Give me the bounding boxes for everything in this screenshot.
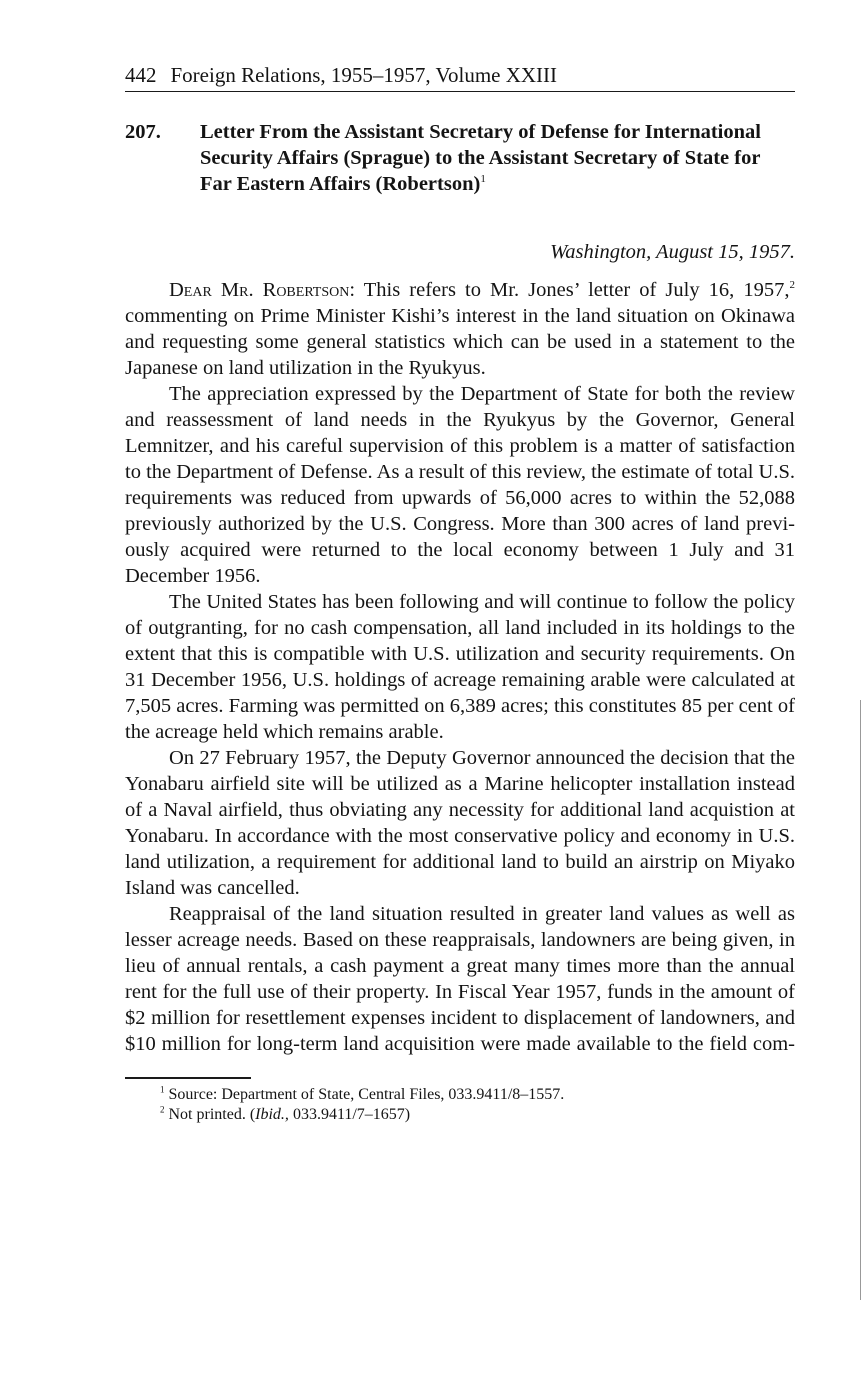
footnote-2-text-b: 033.9411/7–1657) [288, 1106, 411, 1123]
paragraph-1-text-a: This refers to Mr. Jones’ letter of July 16, 1957, [355, 279, 790, 301]
page-number: 442 [125, 63, 157, 87]
document-title-text: Letter From the Assistant Secretary of Defense for International Security Affairs (Sprague) to the Assistant Secretary of State for Far Eastern Affairs (Robertson) [200, 121, 761, 195]
paragraph-4: On 27 February 1957, the Deputy Governor announced the decision that the Yonabaru airfield site will be utilized as a Marine helicopter installation instead of a Naval airfield, thus obviating any necessity for additional land acquistion at Yonabaru. In accordance with the most conservative policy and economy in U.S. land utilization, a requirement for additional land to build an airstrip on Miyako Island was cancelled. [125, 747, 795, 899]
letter-body [125, 277, 795, 1057]
volume-title: Foreign Relations, 1955–1957, Volume XXIII [170, 63, 558, 87]
footnote-1-marker: 1 [160, 1084, 165, 1095]
footnote-1 [160, 1085, 795, 1105]
paragraph-2: The appreciation expressed by the Department of State for both the review and reassessment of land needs in the Ryukyus by the Governor, General Lemnitzer, and his careful supervision of this problem is a matter of satisfaction to the Department of Defense. As a result of this review, the estimate of total U.S. requirements was reduced from upwards of 56,000 acres to within the 52,088 previously authorized by the U.S. Congress. More than 300 acres of land previously acquired were returned to the local economy between 1 July and 31 December 1956. [125, 383, 795, 587]
paragraph-1 [125, 277, 795, 381]
footnote-2-marker: 2 [160, 1104, 165, 1115]
footnote-ref-2[interactable]: 2 [789, 279, 796, 292]
paragraph-3: The United States has been following and will continue to follow the policy of outgranting, for no cash compensation, all land included in its holdings to the extent that this is compatible with U.S. utilization and security requirements. On 31 December 1956, U.S. holdings of acreage remaining arable were calculated at 7,505 acres. Farming was permitted on 6,389 acres; this constitutes 85 per cent of the acreage held which remains arable. [125, 591, 795, 743]
footnote-1-text: Source: Department of State, Central Files, 033.9411/8–1557. [164, 1086, 565, 1103]
footnote-2-ibid: Ibid., [255, 1106, 289, 1123]
document-page [125, 62, 795, 1125]
document-heading [125, 119, 795, 197]
footnotes [125, 1085, 795, 1125]
salutation: Dear Mr. Robertson: [169, 279, 356, 301]
document-title [200, 119, 795, 197]
document-number: 207. [125, 121, 161, 143]
paragraph-1-text-b: commenting on Prime Minister Kishi’s interest in the land situation on Okinawa and requesting some general statistics which can be used in a statement to the Japanese on land utilization in the Ryukyus. [125, 305, 795, 379]
footnote-divider [125, 1077, 251, 1079]
dateline: Washington, August 15, 1957. [550, 241, 795, 263]
footnote-ref-1[interactable]: 1 [480, 173, 486, 186]
paragraph-5: Reappraisal of the land situation resulted in greater land values as well as lesser acreage needs. Based on these reappraisals, landowners are being given, in lieu of annual rentals, a cash payment a great many times more than the annual rent for the full use of their property. In Fiscal Year 1957, funds in the amount of $2 million for resettlement expenses incident to displacement of landowners, and $10 million for long-term land acquisition were made available to the field com- [125, 903, 795, 1055]
footnote-2-text-a: Not printed. ( [164, 1106, 256, 1123]
footnote-2 [160, 1105, 795, 1125]
running-head [125, 62, 795, 92]
